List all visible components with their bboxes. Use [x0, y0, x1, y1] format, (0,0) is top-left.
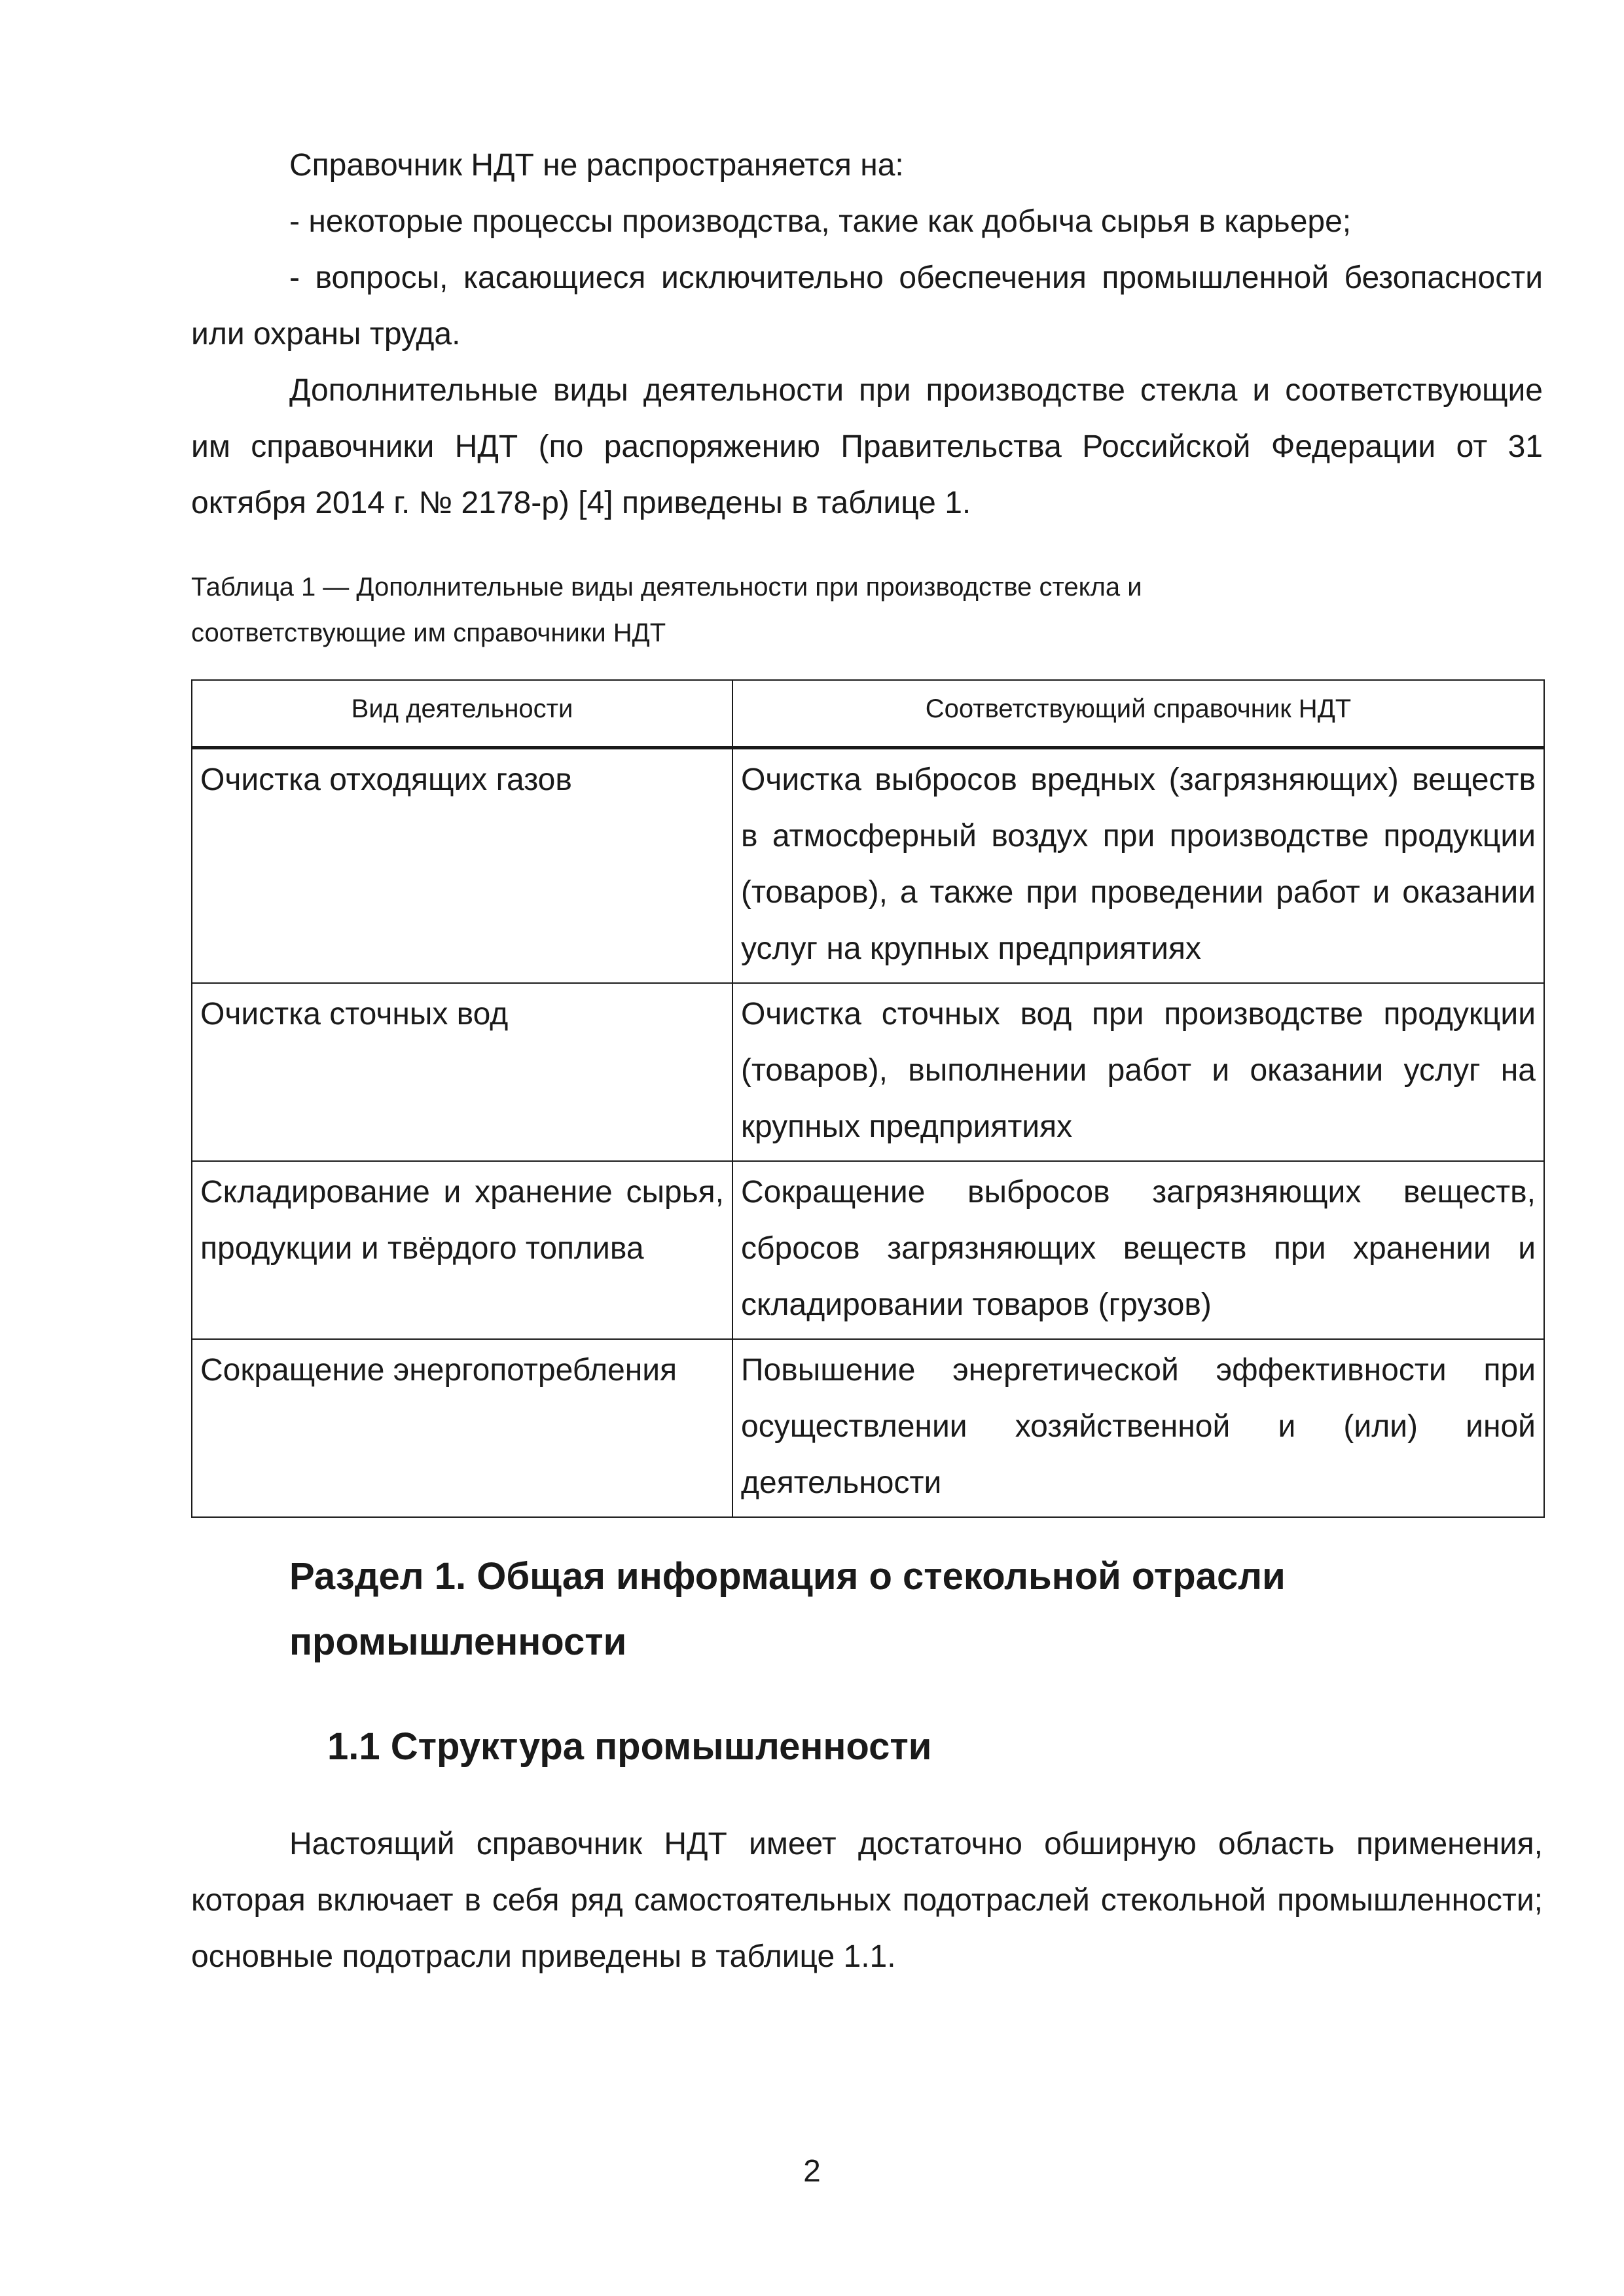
reference-cell: Очистка выбросов вредных (загрязняющих) веществ в атмосферный воздух при производстве продукции (товаров), а также при проведении работ и оказании услуг на крупных предприятиях — [732, 748, 1544, 984]
table-row — [192, 1339, 1544, 1517]
table-header-row — [192, 680, 1544, 748]
header-reference: Соответствующий справочник НДТ — [732, 680, 1544, 748]
reference-cell: Сокращение выбросов загрязняющих веществ, сбросов загрязняющих веществ при хранении и складировании товаров (грузов) — [732, 1161, 1544, 1339]
table-row — [192, 1161, 1544, 1339]
table-caption-line-2: соответствующие им справочники НДТ — [191, 619, 666, 647]
header-activity: Вид деятельности — [192, 680, 732, 748]
page-number: 2 — [803, 2154, 821, 2189]
section-paragraph-1: Настоящий справочник НДТ имеет достаточно обширную область применения, которая включает в себя ряд самостоятельных подотраслей стекольной промышленности; основные подотрасли приведены в таблице 1.1. — [191, 1827, 1543, 1974]
table-row — [192, 748, 1544, 984]
table-row — [192, 983, 1544, 1161]
intro-paragraph-1: Справочник НДТ не распространяется на: — [289, 148, 904, 183]
reference-cell: Очистка сточных вод при производстве продукции (товаров), выполнении работ и оказании услуг на крупных предприятиях — [732, 983, 1544, 1161]
activity-cell: Сокращение энергопотребления — [192, 1339, 732, 1517]
table-caption-line-1: Таблица 1 — Дополнительные виды деятельности при производстве стекла и — [191, 573, 1142, 601]
activities-table — [191, 679, 1545, 1518]
intro-paragraph-2: - некоторые процессы производства, такие как добыча сырья в карьере; — [289, 204, 1352, 239]
subsection-heading: 1.1 Структура промышленности — [327, 1725, 932, 1768]
table-caption — [191, 564, 1543, 656]
intro-paragraph-4: Дополнительные виды деятельности при производстве стекла и соответствующие им справочники НДТ (по распоряжению Правительства Российской Федерации от 31 октября 2014 г. № 2178-р) [4] приведены в таблице 1. — [191, 373, 1543, 520]
reference-cell: Повышение энергетической эффективности при осуществлении хозяйственной и (или) иной деятельности — [732, 1339, 1544, 1517]
intro-paragraph-3: - вопросы, касающиеся исключительно обеспечения промышленной безопасности или охраны труда. — [191, 260, 1543, 351]
section-heading — [289, 1544, 1543, 1675]
activity-cell: Очистка отходящих газов — [192, 748, 732, 984]
section-heading-line-1: Раздел 1. Общая информация о стекольной отрасли — [289, 1555, 1286, 1598]
page-content — [191, 137, 1543, 1985]
activity-cell: Складирование и хранение сырья, продукции и твёрдого топлива — [192, 1161, 732, 1339]
section-heading-line-2: промышленности — [289, 1621, 627, 1663]
activity-cell: Очистка сточных вод — [192, 983, 732, 1161]
